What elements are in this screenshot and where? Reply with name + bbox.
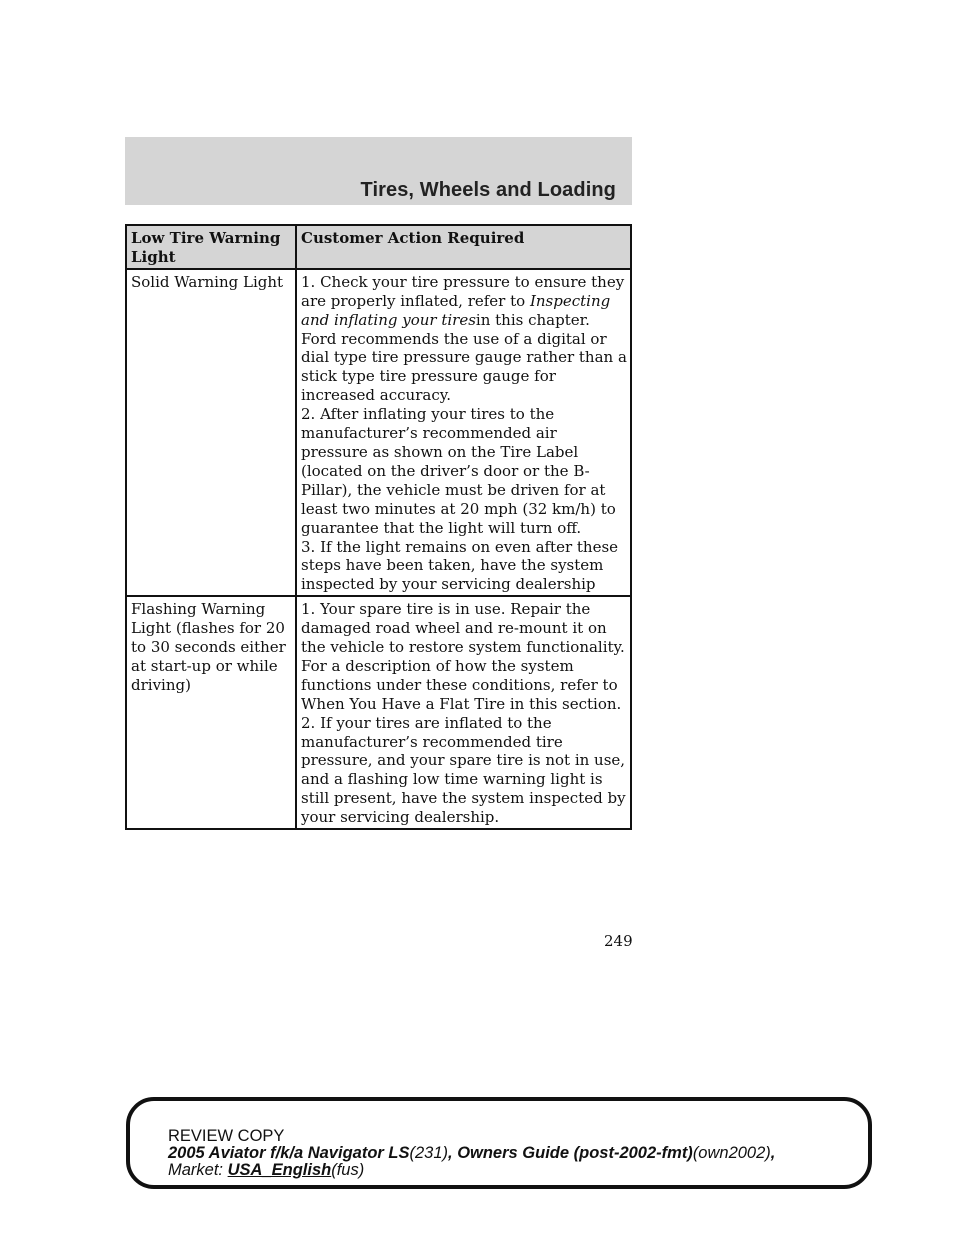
column-header-customer-action: Customer Action Required	[296, 225, 631, 269]
table-row	[126, 596, 631, 829]
action-cell	[296, 596, 631, 829]
action-reference: Inspecting and inflating your tires	[301, 291, 611, 329]
market-value: USA_English	[227, 1160, 332, 1179]
review-copy-market-line	[168, 1162, 775, 1179]
review-copy-box	[126, 1097, 872, 1189]
review-copy-label: REVIEW COPY	[168, 1127, 285, 1145]
guide-code: (own2002)	[692, 1143, 771, 1162]
condition-cell: Solid Warning Light	[126, 269, 296, 596]
market-label: Market:	[168, 1160, 224, 1179]
page-number: 249	[604, 932, 633, 950]
review-copy-text	[168, 1128, 775, 1178]
action-step: 1. Your spare tire is in use. Repair the damaged road wheel and re-mount it on the vehicle to restore system functionality. For a description of how the system functions under these conditions, refer to When You Have a Flat Tire in this section.	[301, 600, 625, 713]
vehicle-model: 2005 Aviator f/k/a Navigator LS	[168, 1143, 410, 1162]
action-step: 2. If your tires are inflated to the manufacturer’s recommended tire pressure, and your spare tire is not in use, and a flashing low time warning light is still present, have the system inspected by your servicing dealership.	[301, 713, 626, 827]
section-header-band	[125, 137, 632, 205]
action-text: 1. Check your tire pressure to ensure they are properly inflated, refer to	[301, 272, 625, 310]
guide-name: Owners Guide (post-2002-fmt)	[457, 1143, 693, 1162]
condition-cell: Flashing Warning Light (flashes for 20 to 30 seconds either at start-up or while driving)	[126, 596, 296, 829]
action-text-continued: in this chapter. Ford recommends the use of a digital or dial type tire pressure gauge rather than a stick type tire pressure gauge for increased accuracy.	[301, 310, 627, 405]
action-step: 2. After inflating your tires to the manufacturer’s recommended air pressure as shown on the Tire Label (located on the driver’s door or the B-Pillar), the vehicle must be driven for at least two minutes at 20 mph (32 km/h) to guarantee that the light will turn off.	[301, 405, 616, 537]
column-header-warning-light: Low Tire Warning Light	[126, 225, 296, 269]
action-step	[301, 273, 628, 405]
market-code: (fus)	[331, 1160, 365, 1179]
review-copy-product-line	[168, 1145, 775, 1162]
action-cell	[296, 269, 631, 596]
vehicle-model-code: (231)	[409, 1143, 449, 1162]
action-step: 3. If the light remains on even after these steps have been taken, have the system inspected by your servicing dealership	[301, 537, 619, 594]
section-title: Tires, Wheels and Loading	[360, 179, 616, 201]
table-row	[126, 269, 631, 596]
separator: ,	[770, 1143, 776, 1162]
separator: ,	[448, 1143, 458, 1162]
table-header-row	[126, 225, 631, 269]
warning-light-table	[125, 224, 632, 830]
